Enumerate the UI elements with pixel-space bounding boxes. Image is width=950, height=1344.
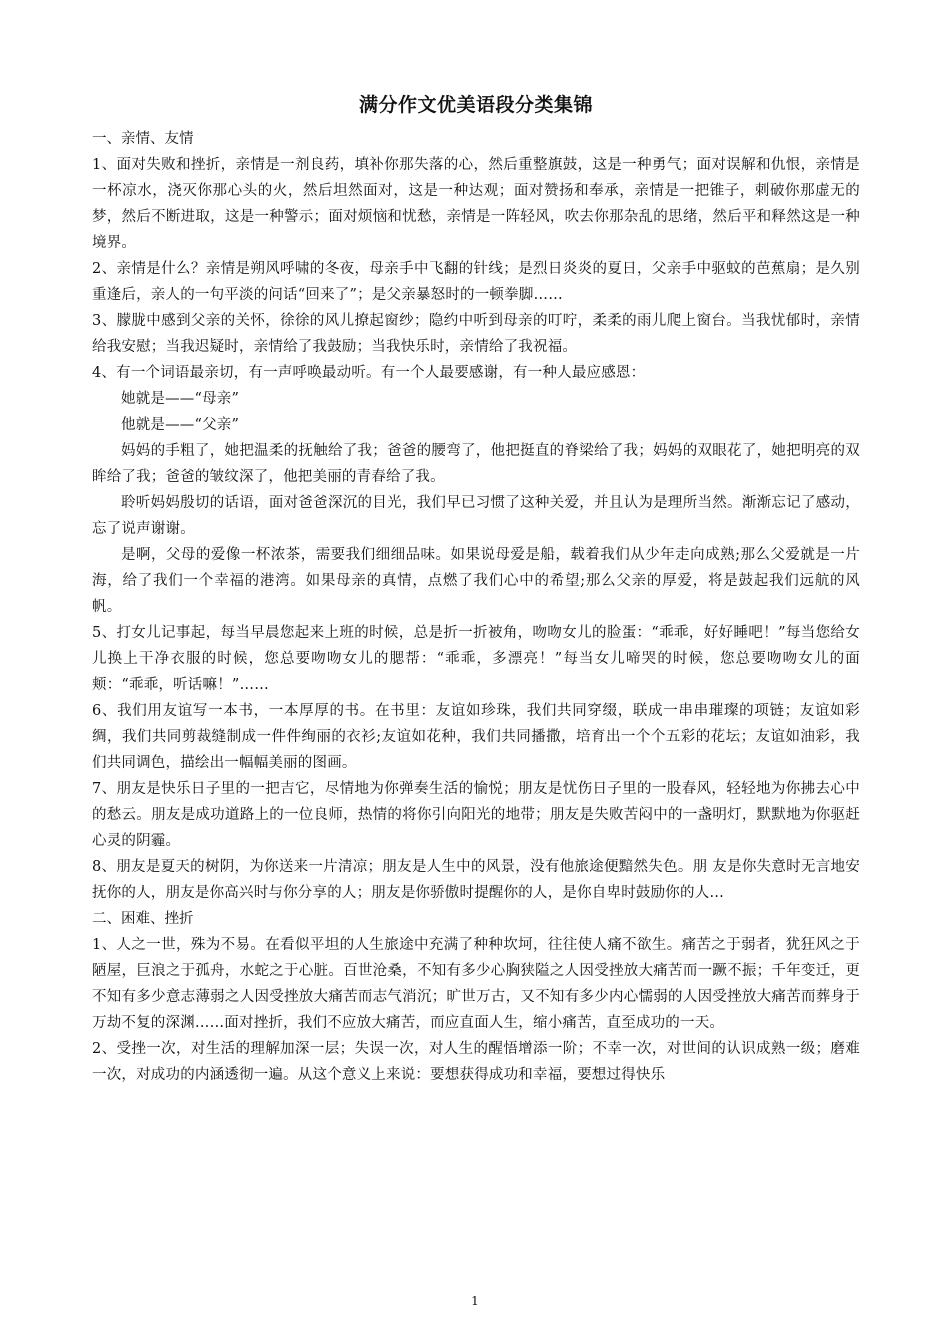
paragraph: 4、有一个词语最亲切，有一声呼唤最动听。有一个人最要感谢，有一种人最应感恩： xyxy=(92,365,646,381)
paragraph: 7、朋友是快乐日子里的一把吉它，尽情地为你弹奏生活的愉悦；朋友是忧伤日子里的一股春风，轻轻地为你拂去心中的愁云。朋友是成功道路上的一位良师，热情的将你引向阳光的地带；朋友是失败苦闷中的一盏明灯，默默地为你驱赶心灵的阴霾。 xyxy=(92,781,860,849)
paragraph: 妈妈的手粗了，她把温柔的抚触给了我；爸爸的腰弯了，他把挺直的脊梁给了我；妈妈的双眼花了，她把明亮的双眸给了我；爸爸的皱纹深了，他把美丽的青春给了我。 xyxy=(92,443,860,485)
section-family-friendship xyxy=(92,126,860,906)
paragraph: 1、人之一世，殊为不易。在看似平坦的人生旅途中充满了种种坎坷，往往使人痛不欲生。痛苦之于弱者，犹狂风之于陋屋，巨浪之于孤舟，水蛇之于心脏。百世沧桑，不知有多少心胸狭隘之人因受挫放大痛苦而一蹶不振；千年变迁，更不知有多少意志薄弱之人因受挫放大痛苦而志气消沉；旷世万古，又不知有多少内心懦弱的人因受挫放大痛苦而葬身于万劫不复的深渊……面对挫折，我们不应放大痛苦，而应直面人生，缩小痛苦，直至成功的一天。 xyxy=(92,937,860,1031)
document-page xyxy=(92,92,860,1088)
paragraph: 是啊，父母的爱像一杯浓茶，需要我们细细品味。如果说母爱是船，载着我们从少年走向成熟;那么父爱就是一片海，给了我们一个幸福的港湾。如果母亲的真情，点燃了我们心中的希望;那么父亲的厚爱，将是鼓起我们远航的风帆。 xyxy=(92,547,860,615)
paragraph: 她就是——“母亲” xyxy=(121,391,240,407)
paragraph: 5、打女儿记事起，每当早晨您起来上班的时候，总是折一折被角，吻吻女儿的脸蛋：“乖乖，好好睡吧！”每当您给女儿换上干净衣服的时候，您总要吻吻女儿的腮帮：“乖乖，多漂亮！”每当女儿啼哭的时候，您总要吻吻女儿的面颊：“乖乖，听话嘛！”…… xyxy=(92,625,860,693)
paragraph: 6、我们用友谊写一本书，一本厚厚的书。在书里：友谊如珍珠，我们共同穿缀，联成一串串璀璨的项链；友谊如彩绸，我们共同剪裁缝制成一件件绚丽的衣衫;友谊如花种，我们共同播撒，培育出一个个五彩的花坛；友谊如油彩，我们共同调色，描绘出一幅幅美丽的图画。 xyxy=(92,703,860,771)
paragraph: 1、面对失败和挫折，亲情是一剂良药，填补你那失落的心，然后重整旗鼓，这是一种勇气；面对误解和仇恨，亲情是一杯凉水，浇灭你那心头的火，然后坦然面对，这是一种达观；面对赞扬和奉承，亲情是一把锥子，刺破你那虚无的梦，然后不断进取，这是一种警示；面对烦恼和忧愁，亲情是一阵轻风，吹去你那杂乱的思绪，然后平和释然这是一种境界。 xyxy=(92,157,860,251)
section-heading: 二、困难、挫折 xyxy=(92,911,194,927)
paragraph: 8、朋友是夏天的树阴，为你送来一片清凉；朋友是人生中的风景，没有他旅途便黯然失色。朋 友是你失意时无言地安抚你的人，朋友是你高兴时与你分享的人；朋友是你骄傲时提醒你的人，是你自卑时鼓励你的人… xyxy=(92,859,860,901)
paragraph: 2、受挫一次，对生活的理解加深一层；失误一次，对人生的醒悟增添一阶；不幸一次，对世间的认识成熟一级；磨难一次，对成功的内涵透彻一遍。从这个意义上来说：要想获得成功和幸福，要想过得快乐 xyxy=(92,1041,860,1083)
paragraph: 他就是——“父亲” xyxy=(121,417,240,433)
paragraph: 3、朦胧中感到父亲的关怀，徐徐的风儿撩起窗纱；隐约中听到母亲的叮咛，柔柔的雨儿爬上窗台。当我忧郁时，亲情给我安慰；当我迟疑时，亲情给了我鼓励；当我快乐时，亲情给了我祝福。 xyxy=(92,313,860,355)
paragraph: 2、亲情是什么？亲情是朔风呼啸的冬夜，母亲手中飞翻的针线；是烈日炎炎的夏日，父亲手中驱蚊的芭蕉扇；是久别重逢后，亲人的一句平淡的问话“回来了”；是父亲暴怒时的一顿拳脚…… xyxy=(92,261,860,303)
paragraph: 聆听妈妈殷切的话语，面对爸爸深沉的目光，我们早已习惯了这种关爱，并且认为是理所当然。渐渐忘记了感动，忘了说声谢谢。 xyxy=(92,495,860,537)
section-heading: 一、亲情、友情 xyxy=(92,131,194,147)
page-number: 1 xyxy=(471,1294,479,1308)
section-difficulty-setback xyxy=(92,906,860,1088)
document-title: 满分作文优美语段分类集锦 xyxy=(358,94,593,116)
